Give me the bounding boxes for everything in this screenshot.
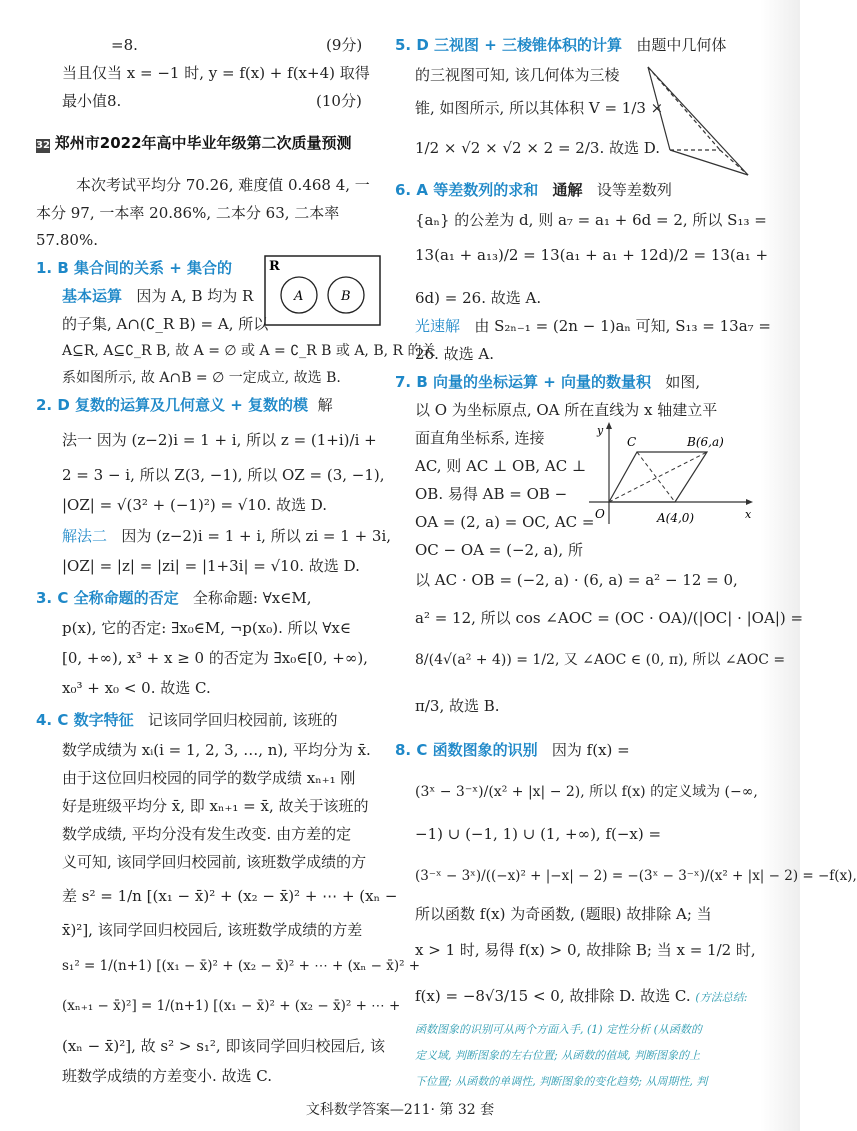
text-line: 57.80%. [36,231,98,249]
text-line: 系如图所示, 故 A∩B = ∅ 一定成立, 故选 B. [62,370,341,386]
diagonal-OB [609,452,707,502]
text-span: 设等差数列 [596,181,672,199]
exam-title: 郑州市2022年高中毕业年级第二次质量预测 [54,134,352,152]
text-span: 如图, [665,373,701,391]
origin-label: O [595,507,605,521]
coordinate-figure [587,420,757,528]
text-line: 以 O 为坐标原点, OA 所在直线为 x 轴建立平 [415,401,718,419]
text-line: 最小值8. [62,92,122,110]
text-line: 数学成绩, 平均分没有发生改变. 由方差的定 [62,825,352,843]
text-line: 所以函数 f(x) 为奇函数, (题眼) 故排除 A; 当 [415,905,712,923]
q3-heading-line [36,588,311,608]
text-line: x > 1 时, 易得 f(x) > 0, 故排除 B; 当 x = 1/2 时, [415,941,756,959]
venn-diagram [264,255,382,327]
text-line: 好是班级平均分 x̄, 即 xₙ₊₁ = x̄, 故关于该班的 [62,797,369,815]
text-span: 由 S₂ₙ₋₁ = (2n − 1)aₙ 可知, S₁₃ = 13a₇ = [474,317,771,335]
text-line: 26. 故选 A. [415,345,494,363]
page-edge-shadow [760,0,800,1131]
x-axis-label: x [745,508,752,521]
text-line: (3⁻ˣ − 3ˣ)/((−x)² + |−x| − 2) = −(3ˣ − 3⁻ˣ)/(x² + |x| − 2) = −f(x), [415,868,857,884]
method-note: 下位置; 从函数的单调性, 判断图象的变化趋势; 从周期性, 判 [415,1075,708,1088]
page-footer: 文科数学答案—211· 第 32 套 [305,1102,495,1118]
q2-heading: 2. D 复数的运算及几何意义 + 复数的模 [36,396,309,414]
text-line: [0, +∞), x³ + x ≥ 0 的否定为 ∃x₀∈[0, +∞), [62,649,368,667]
text-line: 13(a₁ + a₁₃)/2 = 13(a₁ + a₁ + 12d)/2 = 13(a₁ + [415,246,769,264]
text-line: 2 = 3 − i, 所以 Z(3, −1), 所以 OZ = (3, −1), [62,466,385,484]
q8-heading: 8. C 函数图象的识别 [395,741,538,759]
diagonal-AC [637,452,675,502]
text-line: =8. [111,36,138,54]
q1-heading: 1. B 集合间的关系 + 集合的 [36,259,233,277]
text-line: |OZ| = |z| = |zi| = |1+3i| = √10. 故选 D. [62,557,360,575]
method-note: 函数图象的识别可从两个方面入手, (1) 定性分析 (从函数的 [415,1023,702,1036]
text-span: 解 [317,396,333,414]
text-span: 因为 f(x) = [551,741,630,759]
text-line [62,286,253,306]
venn-universe-rect [265,256,380,325]
pyramid-hidden-edge [720,150,748,175]
text-line: {aₙ} 的公差为 d, 则 a₇ = a₁ + 6d = 2, 所以 S₁₃ = [415,211,767,229]
text-line: s₁² = 1/(n+1) [(x₁ − x̄)² + (x₂ − x̄)² + ⋯ + (xₙ − x̄)² + [62,958,421,974]
venn-label-B: B [341,289,351,304]
text-span: 因为 (z−2)i = 1 + i, 所以 zi = 1 + 3i, [121,527,392,545]
text-line: x̄)²], 该同学回归校园后, 该班数学成绩的方差 [62,921,363,939]
method-note: 定义域, 判断图象的左右位置; 从函数的值域, 判断图象的上 [415,1049,701,1062]
text-line [415,986,747,1008]
score: (9分) [326,36,363,54]
text-line: p(x), 它的否定: ∃x₀∈M, ¬p(x₀). 所以 ∀x∈ [62,619,351,637]
score: (10分) [316,92,362,110]
q6-fast-tag: 光速解 [415,317,461,335]
text-line: AC, 则 AC ⊥ OB, AC ⊥ [415,457,587,475]
text-span: f(x) = −8√3/15 < 0, 故排除 D. 故选 C. [415,987,691,1005]
text-line: 法一 因为 (z−2)i = 1 + i, 所以 z = (1+i)/i + [62,431,377,449]
text-line: OB. 易得 AB = OB − [415,485,568,503]
text-line: 差 s² = 1/n [(x₁ − x̄)² + (x₂ − x̄)² + ⋯ + (xₙ − [62,887,398,905]
text-line: 义可知, 该同学回归校园前, 该班数学成绩的方 [62,853,367,871]
text-line: 以 AC · OB = (−2, a) · (6, a) = a² − 12 = 0, [415,571,738,589]
venn-label-A: A [294,289,304,304]
text-line: |OZ| = √(3² + (−1)²) = √10. 故选 D. [62,496,327,514]
text-span: 因为 A, B 均为 R [136,287,254,305]
text-line: 面直角坐标系, 连接 [415,429,545,447]
text-line: A⊆R, A⊆∁_R B, 故 A = ∅ 或 A = ∁_R B 或 A, B, R 的关 [62,343,436,359]
text-line: 8/(4√(a² + 4)) = 1/2, 又 ∠AOC ∈ (0, π), 所以 ∠AOC = [415,652,786,668]
text-line: OC − OA = (−2, a), 所 [415,541,583,559]
text-line: 本次考试平均分 70.26, 难度值 0.468 4, 一 [76,176,370,194]
text-line: 数学成绩为 xᵢ(i = 1, 2, 3, …, n), 平均分为 x̄. [62,741,371,759]
q2-method-tag: 解法二 [62,527,108,545]
text-line [415,316,771,336]
q2-heading-line [36,395,333,415]
q8-heading-line [395,740,630,760]
q1-tag: 基本运算 [62,287,123,305]
text-line: OA = (2, a) = OC, AC = [415,513,595,531]
text-line: 由于这位回归校园的同学的数学成绩 xₙ₊₁ 刚 [62,769,356,787]
text-line [62,526,391,546]
text-line: −1) ∪ (−1, 1) ∪ (1, +∞), f(−x) = [415,825,662,843]
venn-label-R: R [269,259,280,274]
x-axis-arrow [746,499,753,505]
q6-heading: 6. A 等差数列的求和 [395,181,539,199]
q4-heading: 4. C 数字特征 [36,711,134,729]
text-span: 记该同学回归校园前, 该班的 [147,711,338,729]
text-line: 1/2 × √2 × √2 × 2 = 2/3. 故选 D. [415,139,661,157]
text-line: 当且仅当 x = −1 时, y = f(x) + f(x+4) 取得 [62,64,370,82]
text-line: a² = 12, 所以 cos ∠AOC = (OC · OA)/(|OC| · |OA|) = [415,609,804,627]
q7-heading-line [395,372,700,392]
point-B-label: B(6,a) [687,435,724,449]
section-number-badge: 32 [36,140,50,151]
q7-heading: 7. B 向量的坐标运算 + 向量的数量积 [395,373,652,391]
q6-method-tag: 通解 [552,181,583,199]
text-line: 锥, 如图所示, 所以其体积 V = 1/3 × [415,99,664,117]
text-line: 的三视图可知, 该几何体为三棱 [415,66,620,84]
method-note-tag: (方法总结: [695,991,748,1004]
text-line: (xₙ₊₁ − x̄)²] = 1/(n+1) [(x₁ − x̄)² + (x₂ − x̄)² + ⋯ + [62,998,401,1014]
q5-heading-line [395,35,726,55]
q6-heading-line [395,180,672,200]
text-span: 全称命题: ∀x∈M, [192,589,312,607]
text-span: 由题中几何体 [636,36,727,54]
text-line: π/3, 故选 B. [415,697,500,715]
section-title [36,133,352,153]
text-line: 班数学成绩的方差变小. 故选 C. [62,1067,273,1085]
y-axis-label: y [597,424,604,437]
text-line: 6d) = 26. 故选 A. [415,289,542,307]
point-A-label: A(4,0) [657,511,695,525]
q3-heading: 3. C 全称命题的否定 [36,589,179,607]
y-axis-arrow [606,422,612,429]
point-C-label: C [627,435,637,449]
text-line: (3ˣ − 3⁻ˣ)/(x² + |x| − 2), 所以 f(x) 的定义域为 (−∞, [415,784,758,800]
text-line: 的子集, A∩(∁_R B) = A, 所以 [62,315,269,333]
text-line: (xₙ − x̄)²], 故 s² > s₁², 即该同学回归校园后, 该 [62,1037,385,1055]
text-line: 本分 97, 一本率 20.86%, 二本分 63, 二本率 [36,204,340,222]
pyramid-figure [640,55,755,180]
text-line: x₀³ + x₀ < 0. 故选 C. [62,679,211,697]
q4-heading-line [36,710,337,730]
q5-heading: 5. D 三视图 + 三棱锥体积的计算 [395,36,623,54]
